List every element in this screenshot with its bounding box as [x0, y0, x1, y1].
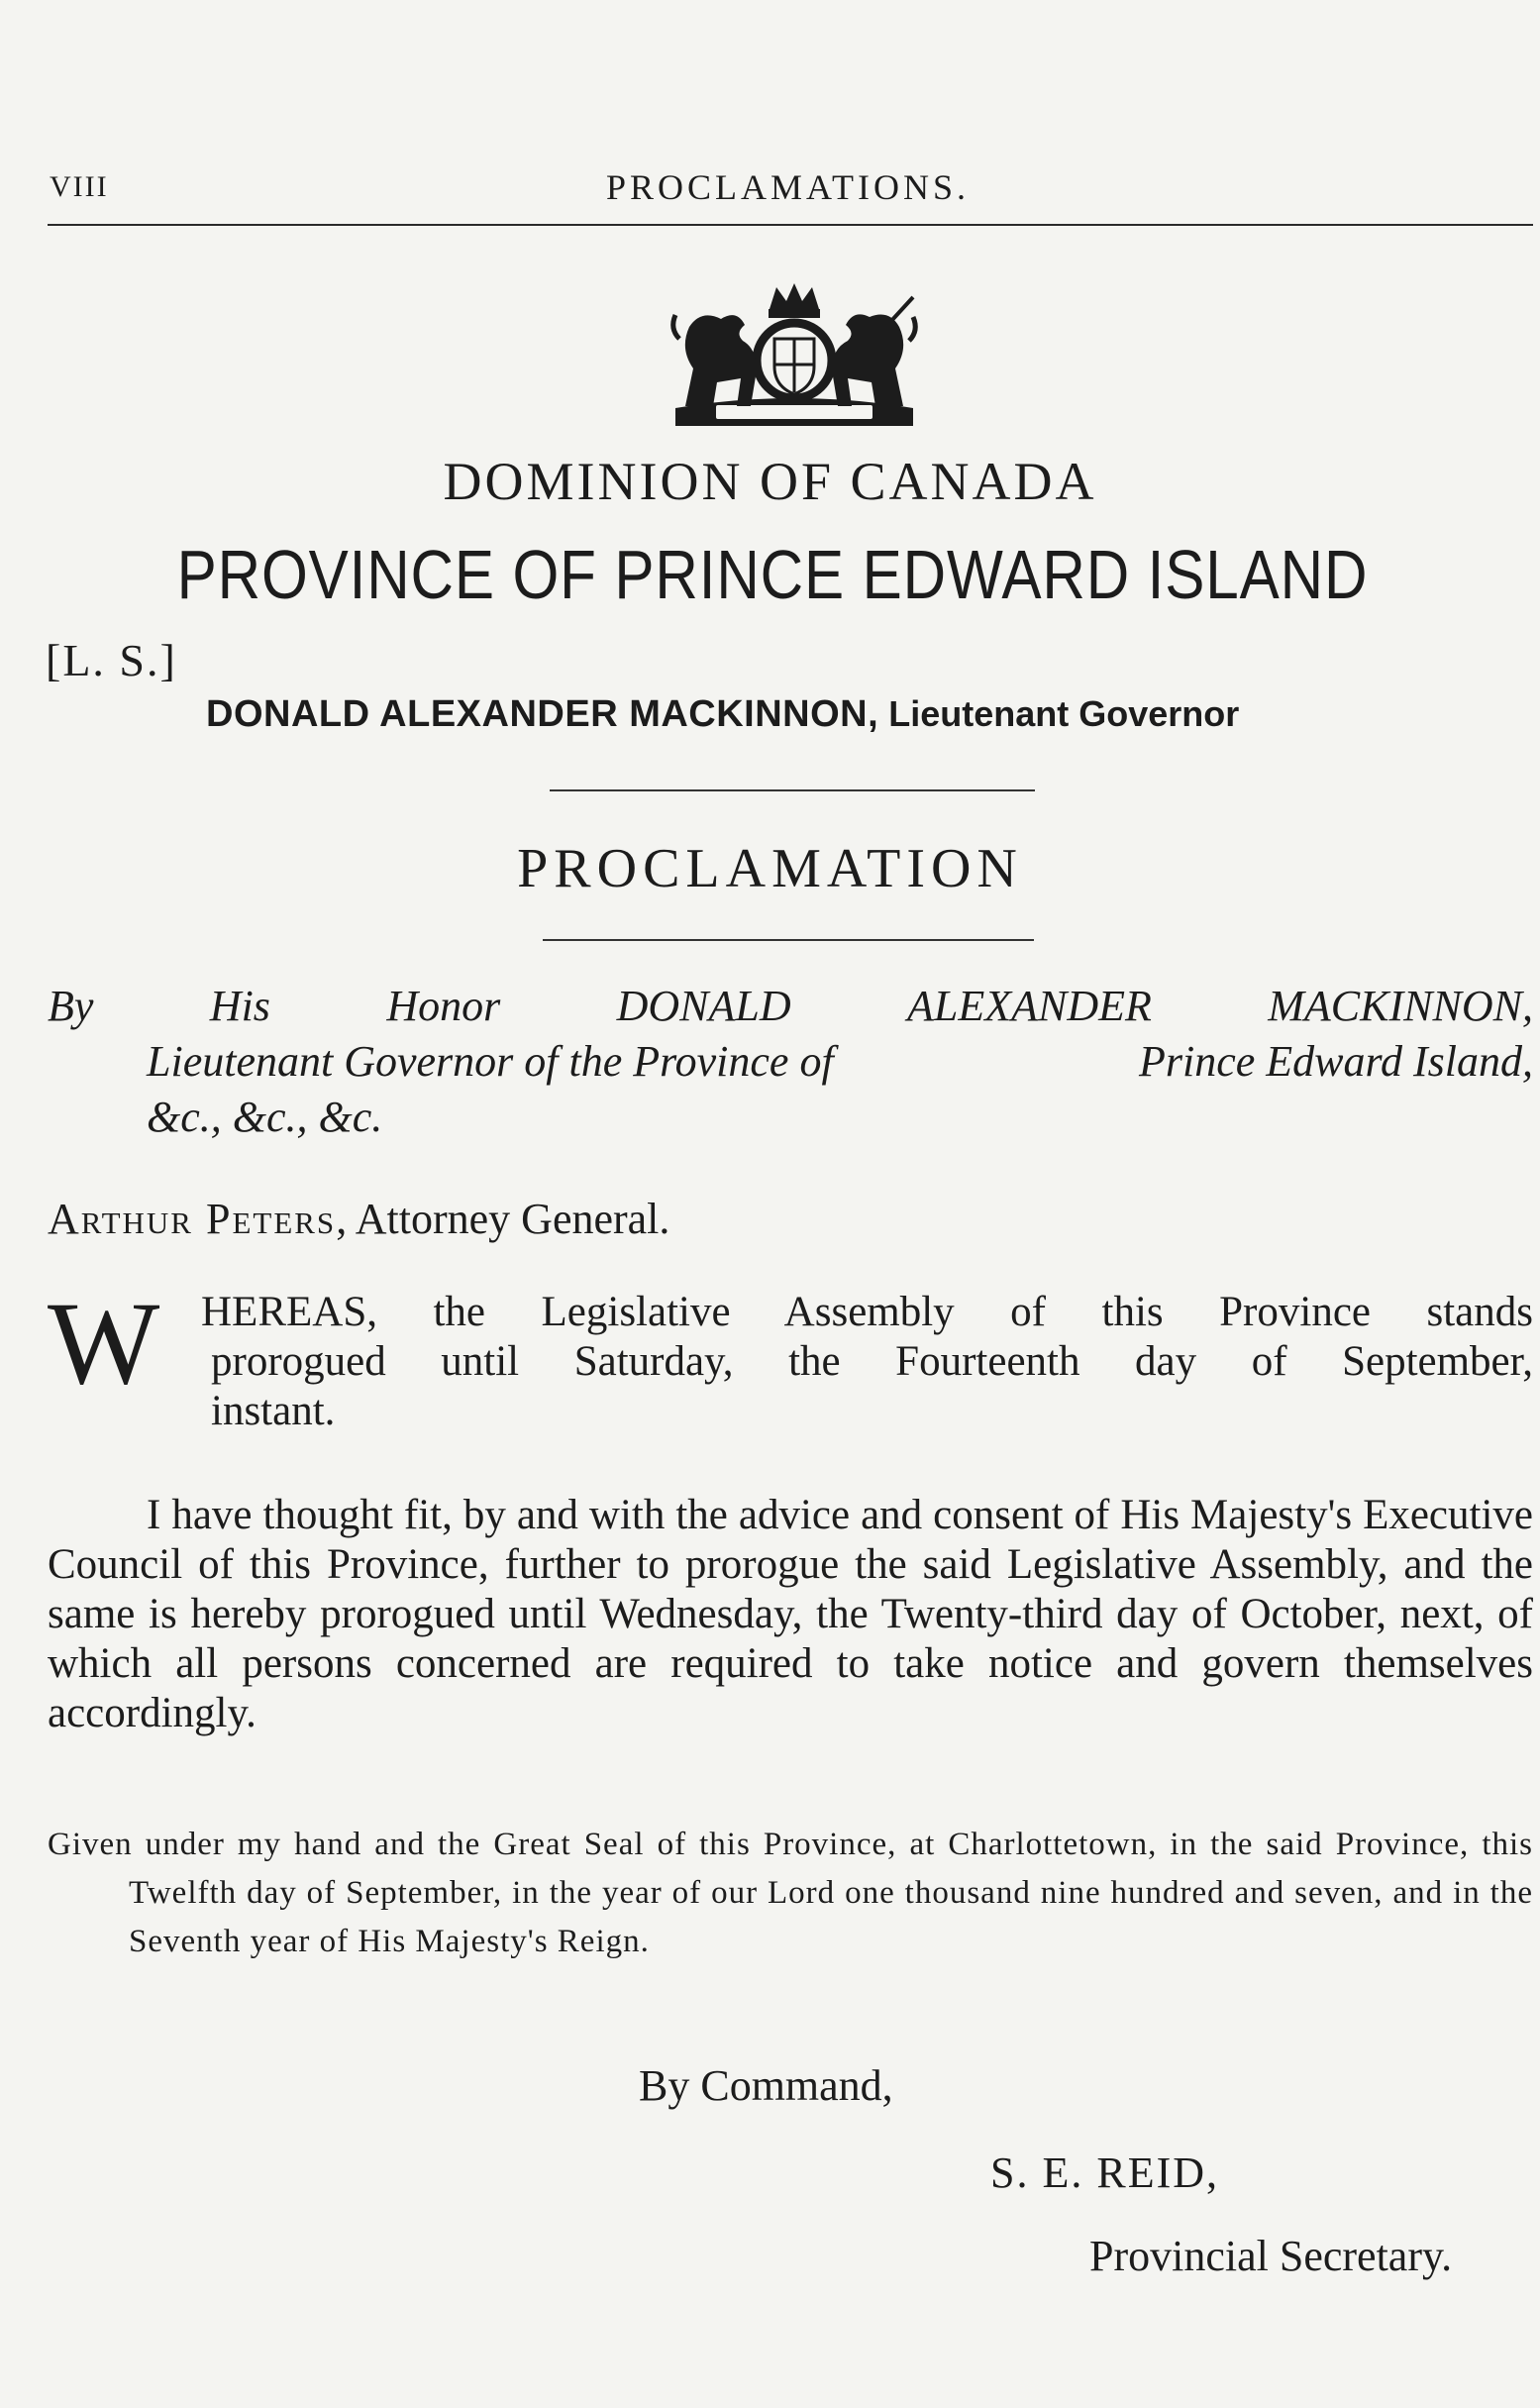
attorney-line: [48, 1194, 669, 1244]
whereas-line-1: HEREAS, the Legislative Assembly of this Province stands: [201, 1289, 1533, 1335]
divider-rule: [543, 939, 1034, 941]
signer-name: S. E. REID,: [990, 2148, 1219, 2197]
running-title: PROCLAMATIONS.: [606, 167, 971, 207]
prorogation-paragraph: I have thought fit, by and with the advice and consent of His Majesty's Executive Council of this Province, further to prorogue the said Legislative Assembly, and the same is hereby prorogued until Wednesday, the Twenty-third day of October, next, of which all persons concerned are required to take notice and govern themselves accordingly.: [48, 1492, 1533, 1736]
seal-mark: [L. S.]: [46, 635, 177, 685]
byline-line-2: [48, 1034, 1533, 1090]
dominion-heading: DOMINION OF CANADA: [443, 452, 1097, 511]
header-rule: [48, 224, 1533, 226]
signer-title: Provincial Secretary.: [1089, 2232, 1453, 2280]
byline-office: Lieutenant Governor of the Province of: [147, 1037, 834, 1086]
governor-title: Lieutenant Governor: [888, 693, 1240, 734]
page-number: VIII: [50, 170, 109, 203]
royal-coat-of-arms-icon: [666, 279, 923, 428]
byline-line-3: &c., &c., &c.: [147, 1093, 383, 1141]
given-text: Given under my hand and the Great Seal of this Province, at Charlottetown, in the said Province, this Twelfth day of September, in the year of our Lord one thousand nine hundred and seven, and in the Seventh year of His Majesty's Reign.: [48, 1827, 1533, 1959]
whereas-paragraph: [48, 1277, 1533, 1436]
whereas-line-2: prorogued until Saturday, the Fourteenth day of September,: [211, 1338, 1533, 1385]
byline-word: His: [209, 982, 270, 1030]
byline: [48, 979, 1533, 1145]
byline-word: MACKINNON,: [1268, 982, 1533, 1030]
attorney-name: Arthur Peters: [48, 1195, 337, 1243]
byline-word: DONALD: [616, 982, 791, 1030]
proclamation-title: PROCLAMATION: [517, 838, 1023, 899]
attorney-title: , Attorney General.: [336, 1195, 670, 1243]
byline-word: By: [48, 982, 94, 1030]
governor-name: DONALD ALEXANDER MACKINNON,: [206, 693, 879, 735]
whereas-line-3: instant.: [211, 1388, 336, 1434]
divider-rule: [550, 789, 1035, 791]
by-command: By Command,: [639, 2061, 893, 2110]
province-heading: PROVINCE OF PRINCE EDWARD ISLAND: [176, 536, 1369, 613]
byline-word: Honor: [386, 982, 501, 1030]
governor-line: [206, 693, 1239, 736]
given-clause: [48, 1821, 1533, 1966]
byline-province: Prince Edward Island,: [1139, 1037, 1533, 1086]
byline-word: ALEXANDER: [907, 982, 1152, 1030]
drop-cap: W: [48, 1277, 160, 1409]
byline-line-1: [48, 979, 1533, 1034]
